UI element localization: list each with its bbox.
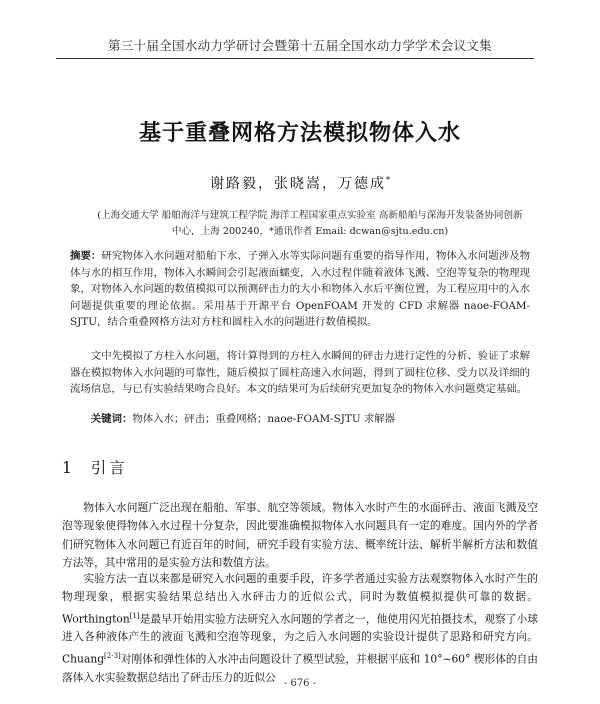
corresponding-author-mark: * (386, 175, 390, 185)
affiliation-line-2: 中心，上海 200240，*通讯作者 Email: dcwan@sjtu.edu.cn) (171, 226, 449, 237)
keywords-label: 关键词： (90, 413, 133, 425)
section-heading (62, 456, 128, 478)
section-title: 引言 (90, 459, 128, 477)
affiliation-line-1: (上海交通大学 船舶海洋与建筑工程学院 海洋工程国家重点实验室 高新船舶与深海开发装备协同创新 (97, 210, 523, 221)
intro-text-2a: 实验方法一直以来都是研究入水问题的重要手段，许多学者通过实验方法观察物体入水时产生的物理现象，根据实验结果总结出入水砰击力的近似公式，同时为数值模拟提供可靠的数据。Worthington (62, 572, 538, 626)
intro-text-1: 物体入水问题广泛出现在船舶、军事、航空等领域。物体入水时产生的水面砰击、液面飞溅及空泡等现象使得物体入水过程十分复杂，因此要准确模拟物体入水问题具有一定的难度。国内外的学者们研究物体入水问题已有近百年的时间，研究手段有实验方法、概率统计法、解析半解析方法和数值方法等，其中常用的是实验方法和数值方法。 (62, 501, 538, 569)
keywords (70, 411, 530, 428)
header-divider (56, 58, 534, 59)
proceedings-header: 第三十届全国水动力学研讨会暨第十五届全国水动力学学术会议文集 (107, 38, 492, 53)
intro-paragraph-1 (62, 499, 538, 572)
abstract-paragraph-2 (70, 348, 530, 398)
intro-text-2c: 对刚体和弹性体的入水冲击问题设计了模型试验，并根据平底和 10°~60° 楔形体的自由落体入水实验数据总结出了砰击压力的近似公 (62, 652, 538, 684)
abstract-label: 摘要： (70, 250, 102, 262)
abstract-paragraph-1 (70, 248, 530, 331)
abstract-text-2: 文中先模拟了方柱入水问题，将计算得到的方柱入水瞬间的砰击力进行定性的分析、验证了求解器在模拟物体入水问题的可靠性，随后模拟了圆柱高速入水问题，得到了圆柱位移、受力以及详细的流场信息，与已有实验结果吻合良好。本文的结果可为后续研究更加复杂的物体入水问题奠定基础。 (70, 350, 530, 396)
abstract-text-1: 研究物体入水问题对船舶下水、子弹入水等实际问题有重要的指导作用，物体入水问题涉及物体与水的相互作用，物体入水瞬间会引起液面蠕变，入水过程伴随着液体飞溅、空泡等复杂的物理现象，对物体入水问题的数值模拟可以预测砰击力的大小和物体入水后平衡位置，为工程应用中的入水问题提供重要的理论依据。采用基于开源平台 OpenFOAM 开发的 CFD 求解器 naoe-FOAM-SJTU，结合重叠网格方法对方柱和圆柱入水的问题进行数值模拟。 (70, 250, 531, 329)
citation-ref-2: [2-3] (104, 651, 121, 660)
page-number: - 676 - (283, 678, 317, 689)
intro-paragraph-2 (62, 570, 538, 687)
section-number: 1 (62, 459, 75, 477)
paper-title: 基于重叠网格方法模拟物体入水 (138, 121, 461, 146)
keywords-text: 物体入水；砰击；重叠网格；naoe-FOAM-SJTU 求解器 (132, 413, 396, 425)
author-names: 谢路毅，张晓嵩，万德成 (210, 176, 386, 192)
paper-authors (0, 173, 600, 193)
citation-ref-1: [1] (129, 611, 140, 620)
intro-text-2b: 是最早开始用实验方法研究入水问题的学者之一，他使用闪光拍摄技术，观察了小球进入各种液体产生的液面飞溅和空泡等现象，为之后入水问题的实验设计提供了思路和研究方向。Chuang (62, 612, 538, 666)
